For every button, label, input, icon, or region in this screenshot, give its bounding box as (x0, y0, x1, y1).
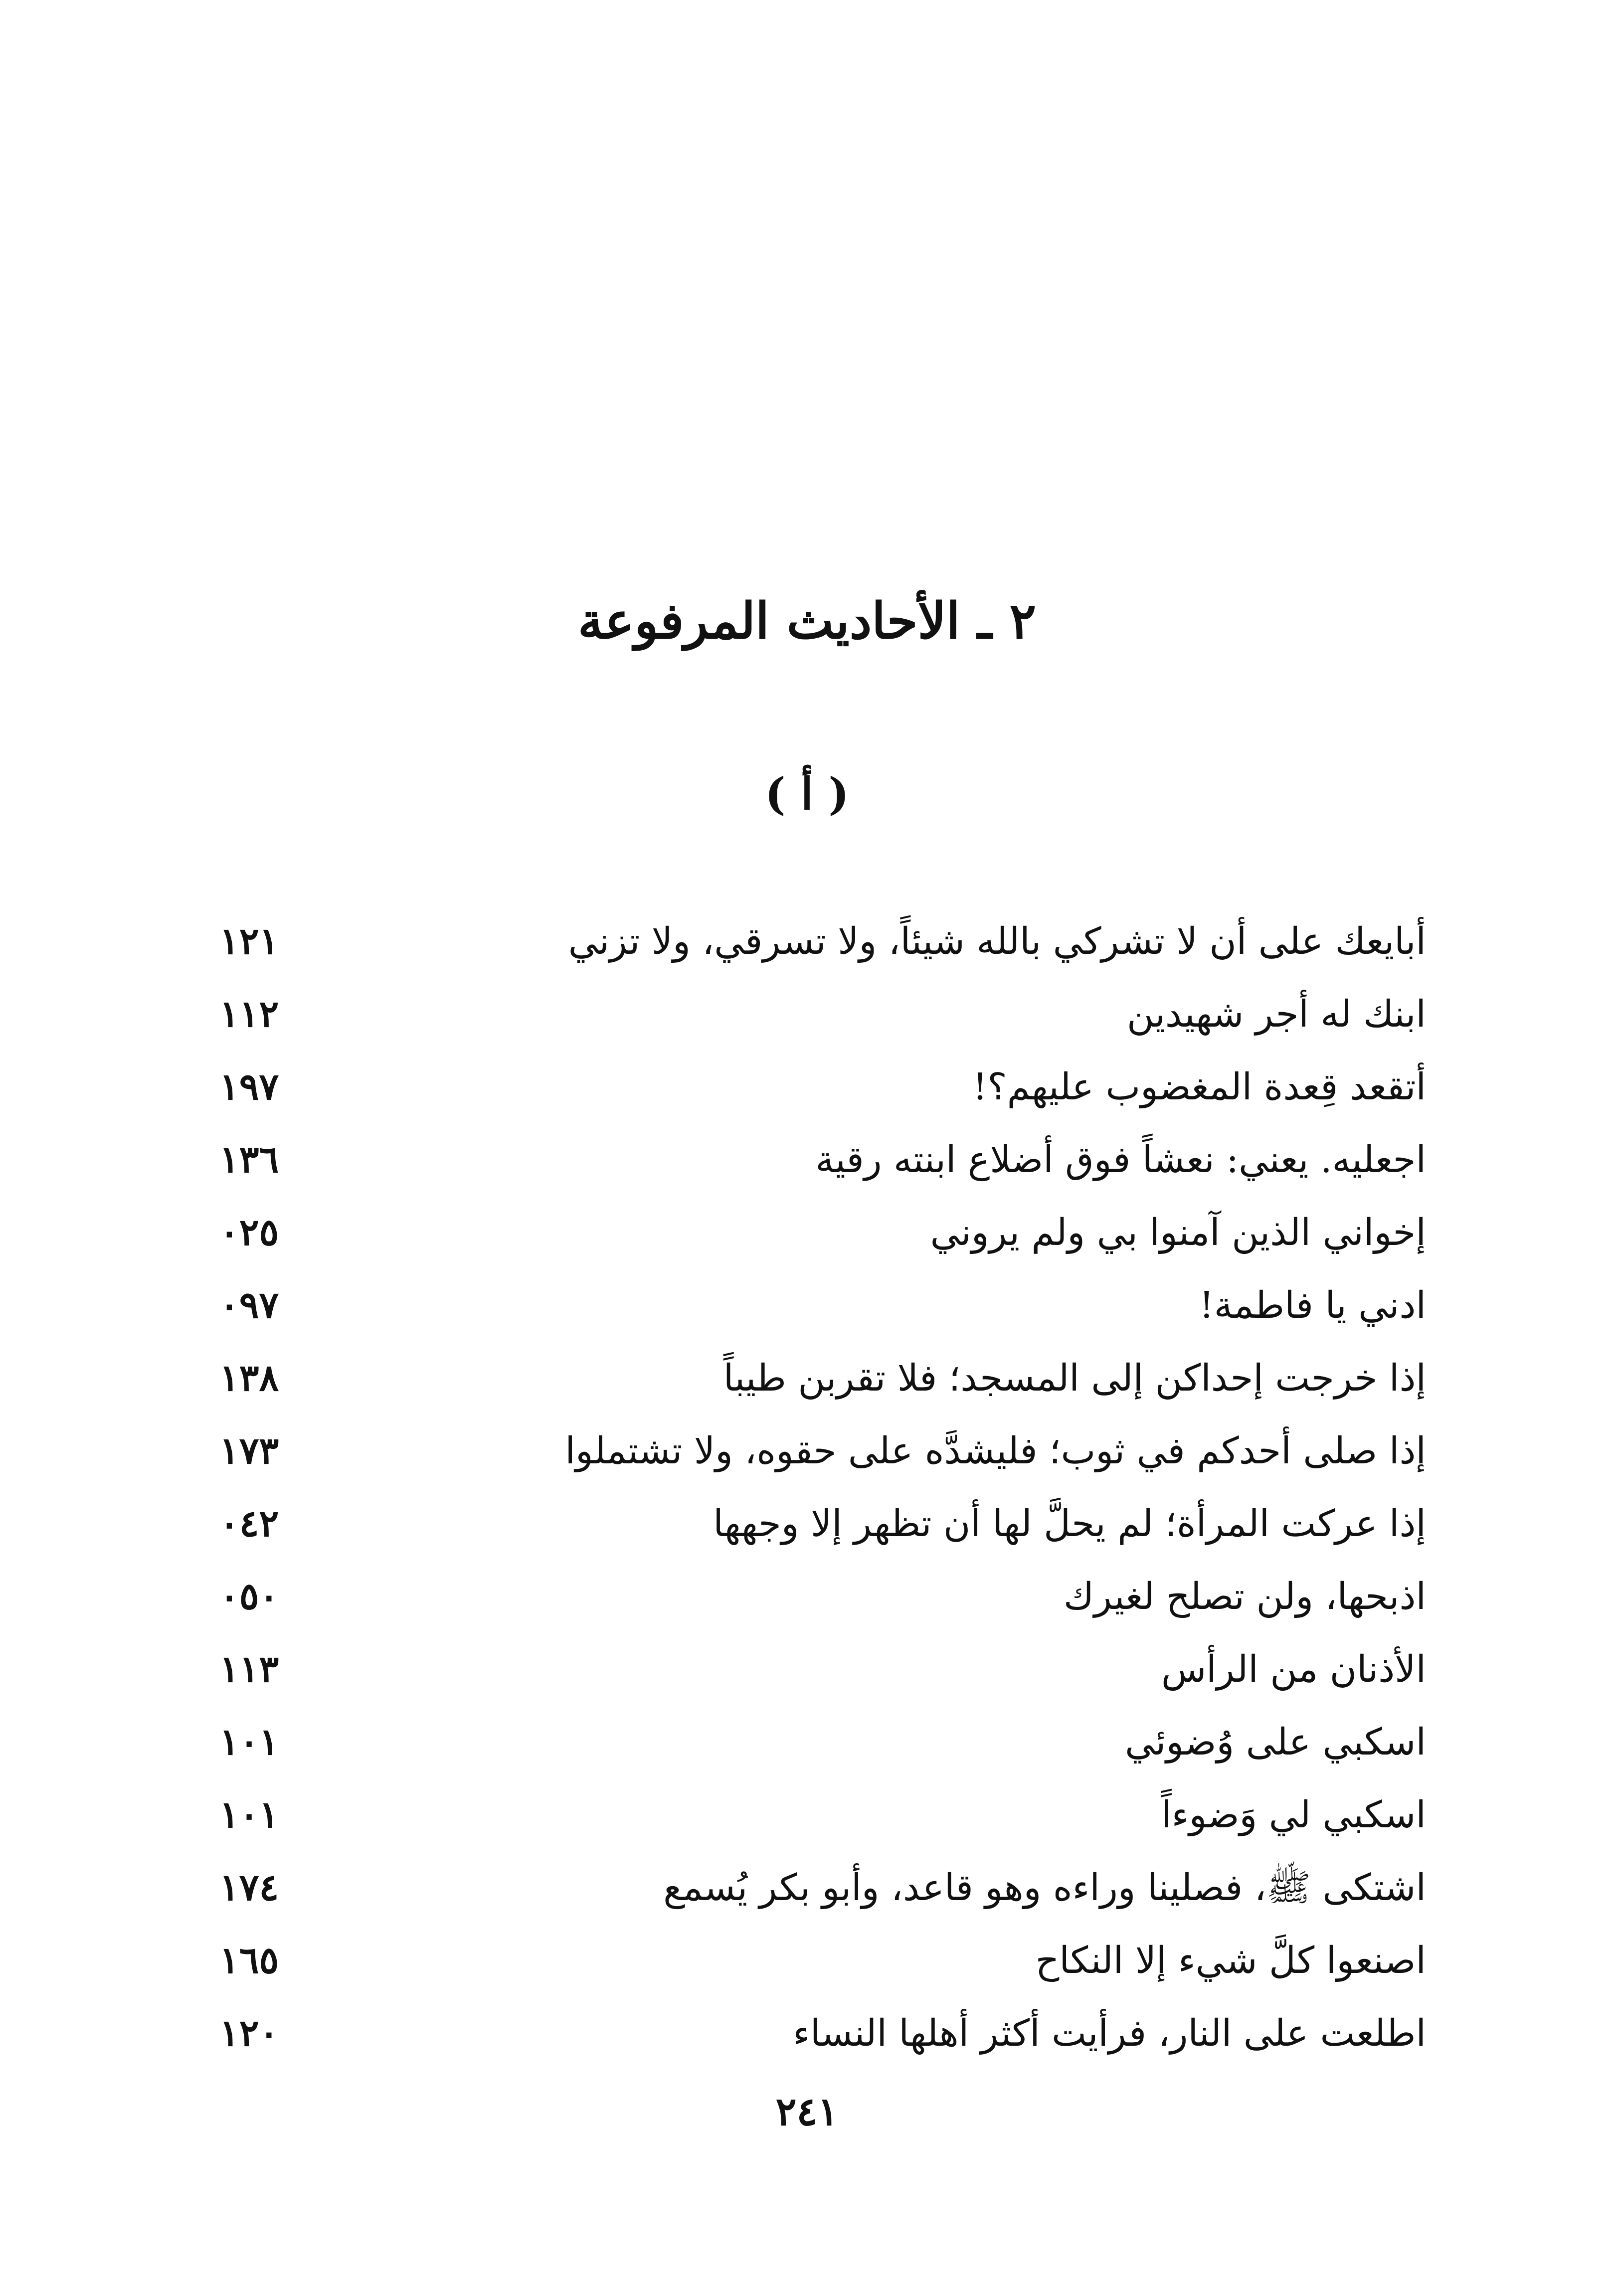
list-item (219, 1924, 1426, 1997)
entry-page-number: ١٣٨ (219, 1356, 279, 1400)
entry-page-number: ١٩٧ (219, 1065, 279, 1108)
entry-text: اشتكى ﷺ، فصلينا وراءه وهو قاعد، وأبو بكر يُسمع (663, 1866, 1426, 1909)
entry-text: إذا خرجت إحداكن إلى المسجد؛ فلا تقربن طيباً (723, 1356, 1426, 1400)
entry-text: الأذنان من الرأس (1161, 1647, 1426, 1691)
entry-text: أتقعد قِعدة المغضوب عليهم؟! (972, 1065, 1426, 1108)
entry-page-number: ١٦٥ (219, 1939, 279, 1982)
entry-text: إخواني الذين آمنوا بي ولم يروني (930, 1211, 1426, 1254)
entry-text: ابنك له أجر شهيدين (1127, 992, 1426, 1036)
page-number: ٢٤١ (775, 2089, 839, 2134)
entry-page-number: ٠٥٠ (219, 1575, 279, 1618)
list-item (219, 1851, 1426, 1924)
entry-page-number: ١٠١ (219, 1793, 279, 1836)
list-item (219, 978, 1426, 1051)
list-item (219, 1997, 1426, 2070)
entry-text: إذا عركت المرأة؛ لم يحلَّ لها أن تظهر إلا وجهها (713, 1502, 1426, 1545)
list-item (219, 1487, 1426, 1560)
entry-page-number: ١٠١ (219, 1720, 279, 1764)
list-item (219, 1633, 1426, 1706)
entry-page-number: ١١٣ (219, 1647, 279, 1691)
list-item (219, 1051, 1426, 1123)
list-item (219, 1414, 1426, 1487)
entry-text: اسكبي على وُضوئي (1125, 1720, 1426, 1764)
entry-text: أبايعك على أن لا تشركي بالله شيئاً، ولا تسرقي، ولا تزني (568, 919, 1426, 963)
entry-page-number: ٠٩٧ (219, 1283, 279, 1327)
list-item (219, 1560, 1426, 1633)
entry-text: ادني يا فاطمة! (1199, 1283, 1426, 1327)
entry-text: اطلعت على النار، فرأيت أكثر أهلها النساء (793, 2011, 1426, 2055)
entry-text: اجعليه. يعني: نعشاً فوق أضلاع ابنته رقية (815, 1138, 1426, 1181)
entry-page-number: ١٧٣ (219, 1429, 279, 1472)
entry-page-number: ١٧٤ (219, 1866, 279, 1909)
list-item (219, 1196, 1426, 1269)
entry-page-number: ١٢١ (219, 919, 279, 963)
entry-page-number: ١٣٦ (219, 1138, 279, 1181)
entry-page-number: ١١٢ (219, 992, 279, 1036)
section-title: ٢ ـ الأحاديث المرفوعة (577, 591, 1037, 650)
entry-text: اذبحها، ولن تصلح لغيرك (1063, 1575, 1426, 1618)
list-item (219, 1342, 1426, 1414)
hadith-index-list (219, 905, 1426, 2070)
entry-page-number: ٠٤٢ (219, 1502, 279, 1545)
entry-text: اسكبي لي وَضوءاً (1161, 1793, 1426, 1836)
list-item (219, 1123, 1426, 1196)
entry-text: إذا صلى أحدكم في ثوب؛ فليشدَّه على حقوه، ولا تشتملوا (565, 1429, 1426, 1472)
list-item (219, 1269, 1426, 1342)
entry-text: اصنعوا كلَّ شيء إلا النكاح (1035, 1939, 1426, 1982)
list-item (219, 1706, 1426, 1778)
section-letter: ( أ ) (765, 768, 849, 820)
entry-page-number: ٠٢٥ (219, 1211, 279, 1254)
entry-page-number: ١٢٠ (219, 2011, 279, 2055)
list-item (219, 1778, 1426, 1851)
list-item (219, 905, 1426, 978)
